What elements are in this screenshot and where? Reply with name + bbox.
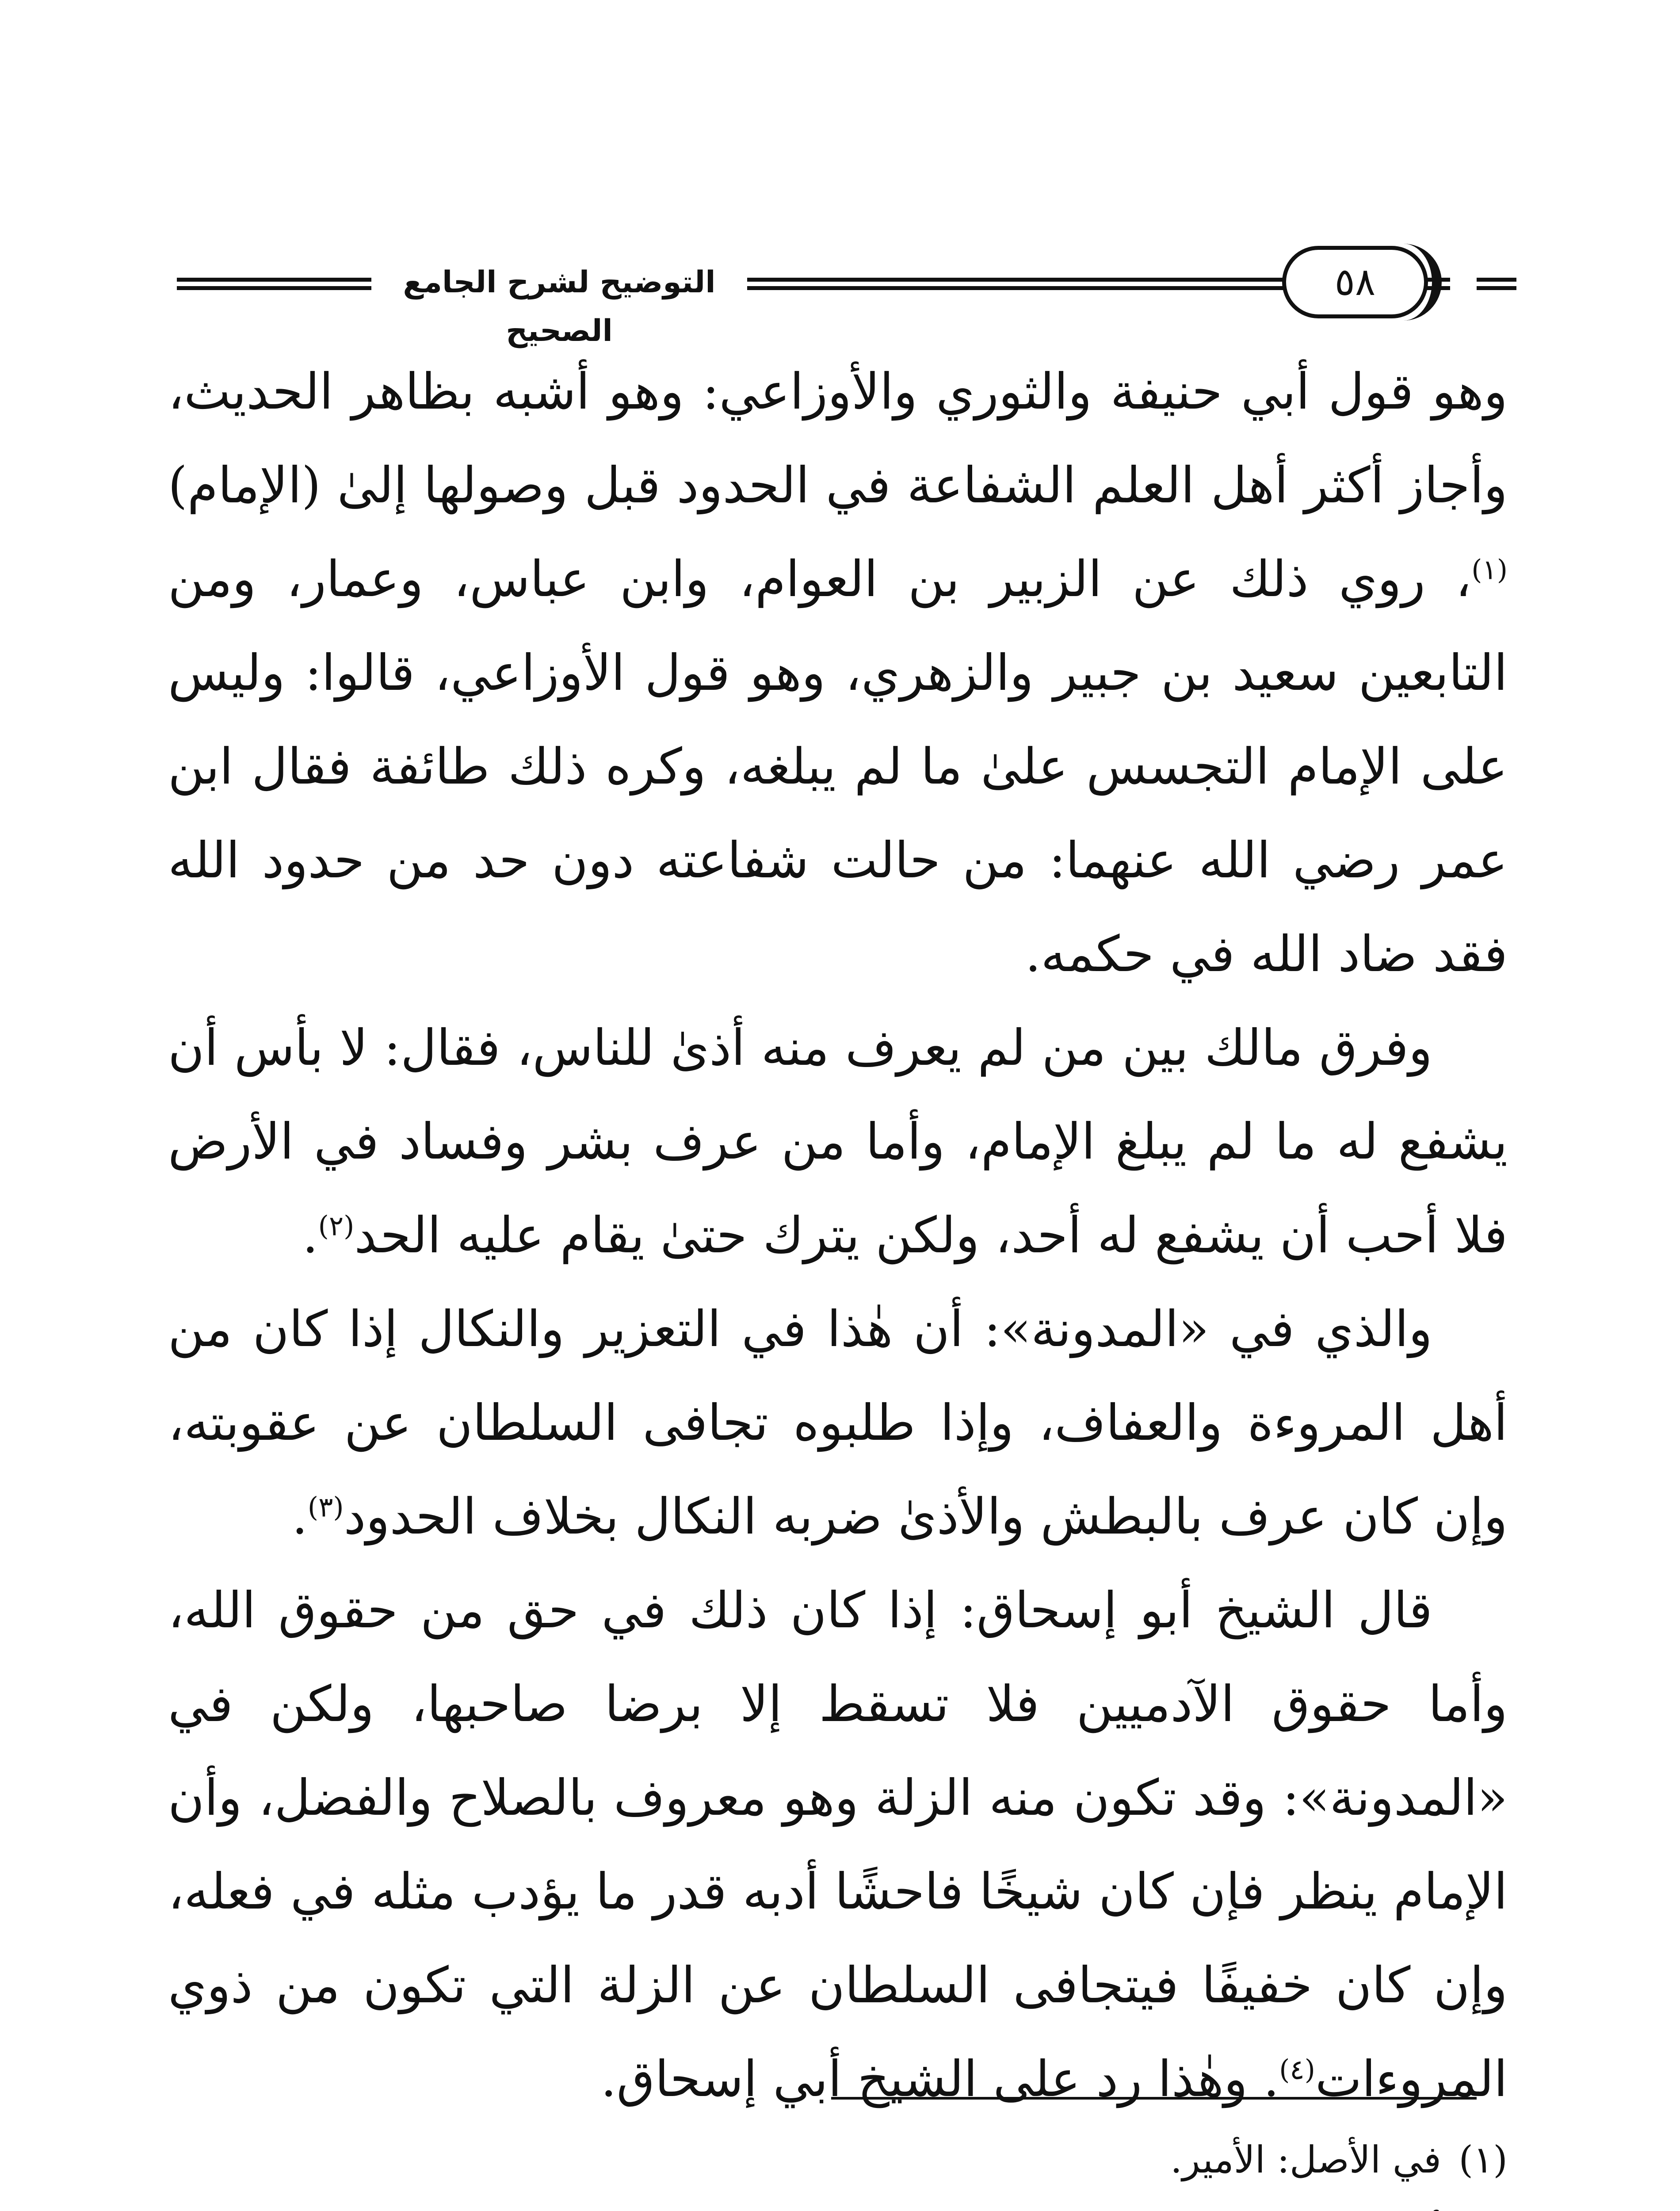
footnote-2 [531, 2197, 1508, 2211]
footnote-marker[interactable]: (١) [1471, 553, 1508, 586]
paragraph-text: . [302, 1207, 318, 1264]
paragraph-text: . وهٰذا رد على الشيخ أبي إسحاق. [600, 2050, 1279, 2108]
paragraph-3 [168, 1282, 1508, 1564]
page-number: ٥٨ [1334, 260, 1376, 304]
running-header [168, 248, 1512, 348]
footnotes [531, 2123, 1508, 2211]
footnote-number: (١) [1459, 2138, 1508, 2181]
footnote-marker[interactable]: (٢) [318, 1209, 355, 1242]
footnote-1 [531, 2123, 1508, 2197]
footnote-text: في الأصل: الأمير. [1170, 2138, 1441, 2181]
paragraph-2 [168, 1001, 1508, 1282]
footnote-separator [831, 2097, 1477, 2100]
footnote-marker[interactable]: (٤) [1279, 2053, 1315, 2086]
paragraph-text: والذي في «المدونة»: أن هٰذا في التعزير والنكال إذا كان من أهل المروءة والعفاف، وإذا طلبوه تجافى السلطان عن عقوبته، وإن كان عرف بالبطش والأذىٰ ضربه النكال بخلاف الحدود [168, 1301, 1508, 1545]
paragraph-text: وهو قول أبي حنيفة والثوري والأوزاعي: وهو أشبه بظاهر الحديث، وأجاز أكثر أهل العلم الشفاعة في الحدود قبل وصولها إلىٰ (الإمام) [168, 363, 1508, 514]
footnote-number [1441, 2197, 1508, 2211]
footnote-marker[interactable]: (٣) [307, 1491, 344, 1523]
paragraph-text: قال الشيخ أبو إسحاق: إذا كان ذلك في حق من حقوق الله، وأما حقوق الآدميين فلا تسقط إلا برضا صاحبها، ولكن في «المدونة»: وقد تكون منه الزلة وهو معروف بالصلاح والفضل، وأن الإمام ينظر فإن كان شيخًا فاحشًا أدبه قدر ما يؤدب مثله في فعله، وإن كان خفيفًا فيتجافى السلطان عن الزلة التي تكون من ذوي المروءات [168, 1582, 1508, 2108]
paragraph-4 [168, 1564, 1508, 2126]
paragraph-1 [168, 345, 1508, 1001]
header-title: التوضيح لشرح الجامع الصحيح [403, 265, 716, 348]
body-text [168, 345, 1508, 2126]
paragraph-text: ، روي ذلك عن الزبير بن العوام، وابن عباس، وعمار، ومن التابعين سعيد بن جبير والزهري، وهو قول الأوزاعي، قالوا: وليس على الإمام التجسس علىٰ ما لم يبلغه، وكره ذلك طائفة فقال ابن عمر رضي الله عنهما: من حالت شفاعته دون حد من حدود الله فقد ضاد الله في حكمه. [168, 551, 1508, 983]
page-number-badge [1282, 246, 1428, 318]
header-rule-left [177, 278, 371, 290]
paragraph-text: . [292, 1488, 308, 1545]
header-rule-tail [1477, 278, 1516, 290]
paragraph-text: وفرق مالك بين من لم يعرف منه أذىٰ للناس، فقال: لا بأس أن يشفع له ما لم يبلغ الإمام، وأما من عرف بشر وفساد في الأرض فلا أحب أن يشفع له أحد، ولكن يترك حتىٰ يقام عليه الحد [168, 1019, 1508, 1264]
